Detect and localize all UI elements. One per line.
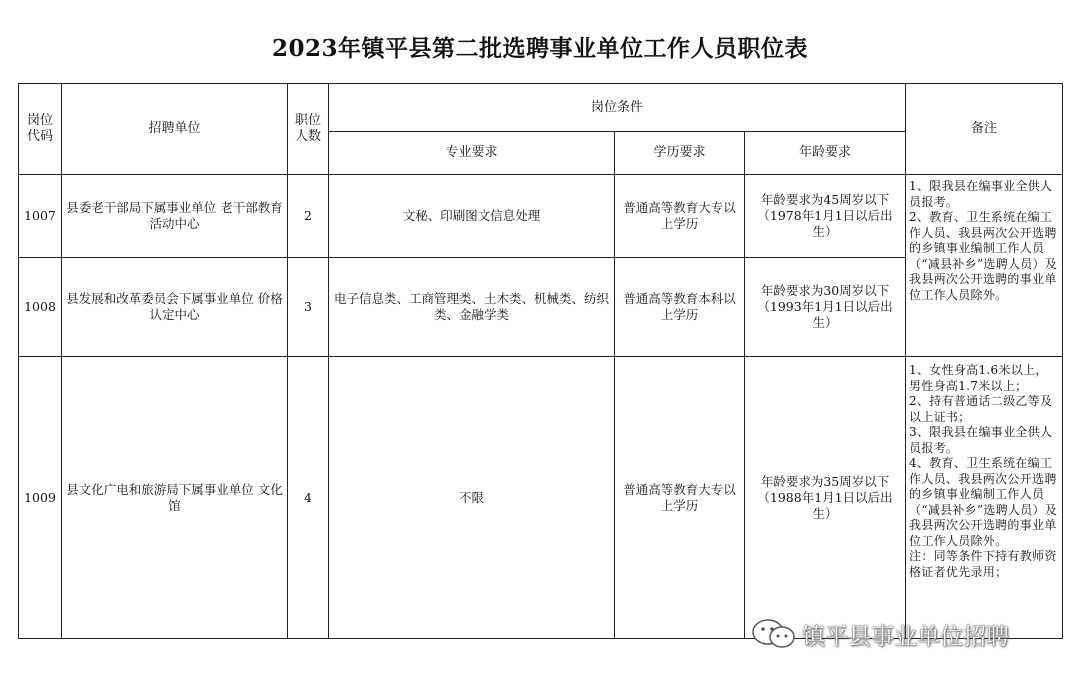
watermark	[750, 617, 1009, 651]
header-count: 职位人数	[288, 84, 329, 175]
row-unit: 县委老干部局下属事业单位 老干部教育活动中心	[62, 175, 288, 258]
header-row-1	[19, 84, 1063, 132]
remark-line: 注：同等条件下持有教师资格证者优先录用；	[909, 549, 1057, 579]
remark-line: 1、限我县在编事业全供人员报考。	[909, 179, 1053, 209]
row-unit: 县文化广电和旅游局下属事业单位 文化馆	[62, 357, 288, 639]
row-count: 4	[288, 357, 329, 639]
header-major: 专业要求	[329, 132, 615, 175]
remark-line: 1、女性身高1.6米以上，男性身高1.7米以上；	[909, 363, 1048, 393]
table-row	[19, 357, 1063, 639]
header-remarks: 备注	[906, 84, 1063, 175]
header-age: 年龄要求	[745, 132, 906, 175]
row-education: 普通高等教育大专以上学历	[615, 175, 745, 258]
row-age: 年龄要求为35周岁以下（1988年1月1日以后出生）	[745, 357, 906, 639]
row-age: 年龄要求为45周岁以下（1978年1月1日以后出生）	[745, 175, 906, 258]
row-count: 2	[288, 175, 329, 258]
remark-line: 4、教育、卫生系统在编工作人员、我县两次公开选聘的乡镇事业编制工作人员（“减县补乡”选聘人员）及我县两次公开选聘的事业单位工作人员除外。	[909, 456, 1058, 548]
row-code: 1008	[19, 258, 62, 357]
job-table	[18, 83, 1063, 639]
row-unit: 县发展和改革委员会下属事业单位 价格认定中心	[62, 258, 288, 357]
header-unit: 招聘单位	[62, 84, 288, 175]
row-major: 不限	[329, 357, 615, 639]
remarks-cell-b	[906, 357, 1063, 639]
row-education: 普通高等教育本科以上学历	[615, 258, 745, 357]
row-code: 1009	[19, 357, 62, 639]
wechat-icon	[750, 617, 798, 651]
header-education: 学历要求	[615, 132, 745, 175]
row-education: 普通高等教育大专以上学历	[615, 357, 745, 639]
remark-line: 2、持有普通话二级乙等及以上证书；	[909, 394, 1053, 424]
header-conditions: 岗位条件	[329, 84, 906, 132]
row-major: 文秘、印刷图文信息处理	[329, 175, 615, 258]
row-count: 3	[288, 258, 329, 357]
row-age: 年龄要求为30周岁以下（1993年1月1日以后出生）	[745, 258, 906, 357]
table-row	[19, 175, 1063, 258]
watermark-text: 镇平县事业单位招聘	[802, 623, 1009, 650]
remark-line: 3、限我县在编事业全供人员报考。	[909, 425, 1053, 455]
row-major: 电子信息类、工商管理类、土木类、机械类、纺织类、金融学类	[329, 258, 615, 357]
row-code: 1007	[19, 175, 62, 258]
page-title: 2023年镇平县第二批选聘事业单位工作人员职位表	[271, 35, 808, 62]
header-code: 岗位代码	[19, 84, 62, 175]
remarks-cell-a	[906, 175, 1063, 357]
remark-line: 2、教育、卫生系统在编工作人员、我县两次公开选聘的乡镇事业编制工作人员（“减县补乡”选聘人员）及我县两次公开选聘的事业单位工作人员除外。	[909, 210, 1058, 302]
